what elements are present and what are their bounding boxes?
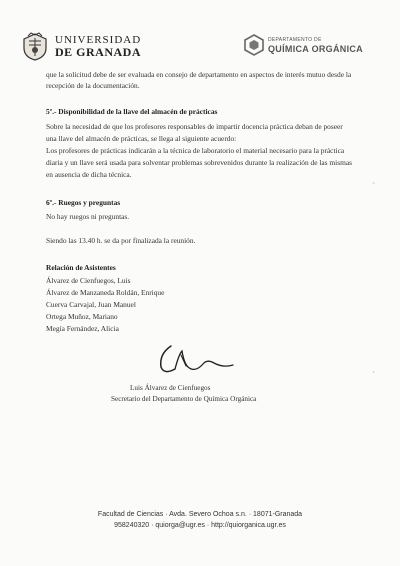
section-6-line-1: No hay ruegos ni preguntas. [46, 212, 130, 221]
footer-contact: 958240320 · quiorga@ugr.es · http://quiorganica.ugr.es [114, 522, 286, 529]
department-logo-text [268, 36, 363, 54]
edge-mark: ~ [372, 370, 375, 376]
edge-mark: ~ [372, 181, 375, 187]
department-line1: DEPARTAMENTO DE [268, 37, 322, 43]
closing-line: Siendo las 13.40 h. se da por finalizada la reunión. [46, 236, 196, 245]
university-logo-text [55, 34, 141, 58]
handwritten-signature [145, 340, 240, 380]
department-hexagon-icon [243, 34, 265, 56]
section-5-line-4: diaria y un llave será usada para solventar problemas sobrevenidos durante la realización de las mismas [46, 158, 352, 167]
attendees-title: Relación de Asistentes [46, 263, 116, 272]
intro-line-1: que la solicitud debe de ser evaluada en consejo de departamento en aspectos de interés mutuo desde la [46, 70, 352, 79]
department-line2: QUÍMICA ORGÁNICA [268, 44, 363, 54]
attendee-item: Álvarez de Manzaneda Roldán, Enrique [46, 288, 165, 297]
attendee-item: Cuerva Carvajal, Juan Manuel [46, 300, 136, 309]
section-5-line-3: Los profesores de prácticas indicarán a la técnica de laboratorio el material necesario para la práctica [46, 146, 345, 155]
university-line2: DE GRANADA [55, 45, 141, 59]
attendee-item: Álvarez de Cienfuegos, Luis [46, 276, 131, 285]
signatory-role: Secretario del Departamento de Química Orgánica [111, 395, 257, 403]
attendee-item: Megía Fernández, Alicia [46, 324, 119, 333]
section-6-title: 6º.- Ruegos y preguntas [46, 198, 121, 207]
section-5-line-1: Sobre la necesidad de que los profesores responsables de impartir docencia práctica deban de poseer [46, 122, 343, 131]
signatory-name: Luis Álvarez de Cienfuegos [130, 384, 211, 392]
university-crest-icon [20, 32, 50, 62]
footer-address: Facultad de Ciencias · Avda. Severo Ochoa s.n. · 18071-Granada [97, 511, 303, 518]
attendee-item: Ortega Muñoz, Mariano [46, 312, 118, 321]
section-5-line-2: una llave del almacén de prácticas, se llega al siguiente acuerdo: [46, 134, 237, 143]
section-5-title: 5º.- Disponibilidad de la llave del almacén de prácticas [46, 107, 218, 116]
university-line1: UNIVERSIDAD [55, 34, 142, 46]
section-5-line-5: en ausencia de dicha técnica. [46, 170, 132, 179]
intro-line-2: recepción de la documentación. [46, 81, 140, 90]
